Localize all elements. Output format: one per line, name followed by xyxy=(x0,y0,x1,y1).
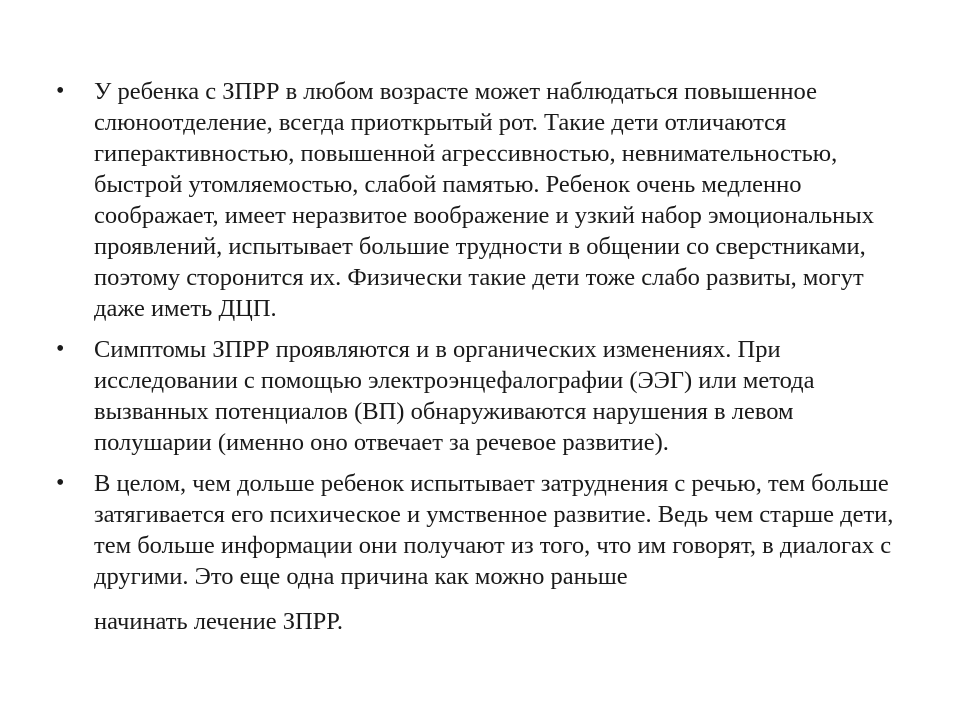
bullet-text: Симптомы ЗПРР проявляются и в органических изменениях. При исследовании с помощью электроэнцефалографии (ЭЭГ) или метода вызванных потенциалов (ВП) обнаруживаются нарушения в левом полушарии (именно оно отвечает за речевое развитие). xyxy=(94,336,815,456)
bullet-item-1 xyxy=(56,76,916,324)
bullet-continuation-text: начинать лечение ЗПРР. xyxy=(94,608,343,635)
bullet-item-3 xyxy=(56,468,916,637)
bullet-text: У ребенка с ЗПРР в любом возрасте может наблюдаться повышенное слюноотделение, всегда приоткрытый рот. Такие дети отличаются гиперактивностью, повышенной агрессивностью, невнимательностью, быстрой утомляемостью, слабой памятью. Ребенок очень медленно соображает, имеет неразвитое воображение и узкий набор эмоциональных проявлений, испытывает большие трудности в общении со сверстниками, поэтому сторонится их. Физически такие дети тоже слабо развиты, могут даже иметь ДЦП. xyxy=(94,78,874,322)
bullet-text: В целом, чем дольше ребенок испытывает затруднения с речью, тем больше затягивается его психическое и умственное развитие. Ведь чем старше дети, тем больше информации они получают из того, что им говорят, в диалогах с другими. Это еще одна причина как можно раньше xyxy=(94,470,894,590)
bullet-marker: • xyxy=(56,336,65,362)
bullet-marker: • xyxy=(56,470,65,496)
bullet-item-2 xyxy=(56,334,916,458)
bullet-marker: • xyxy=(56,78,65,104)
bullet-list xyxy=(56,76,916,647)
